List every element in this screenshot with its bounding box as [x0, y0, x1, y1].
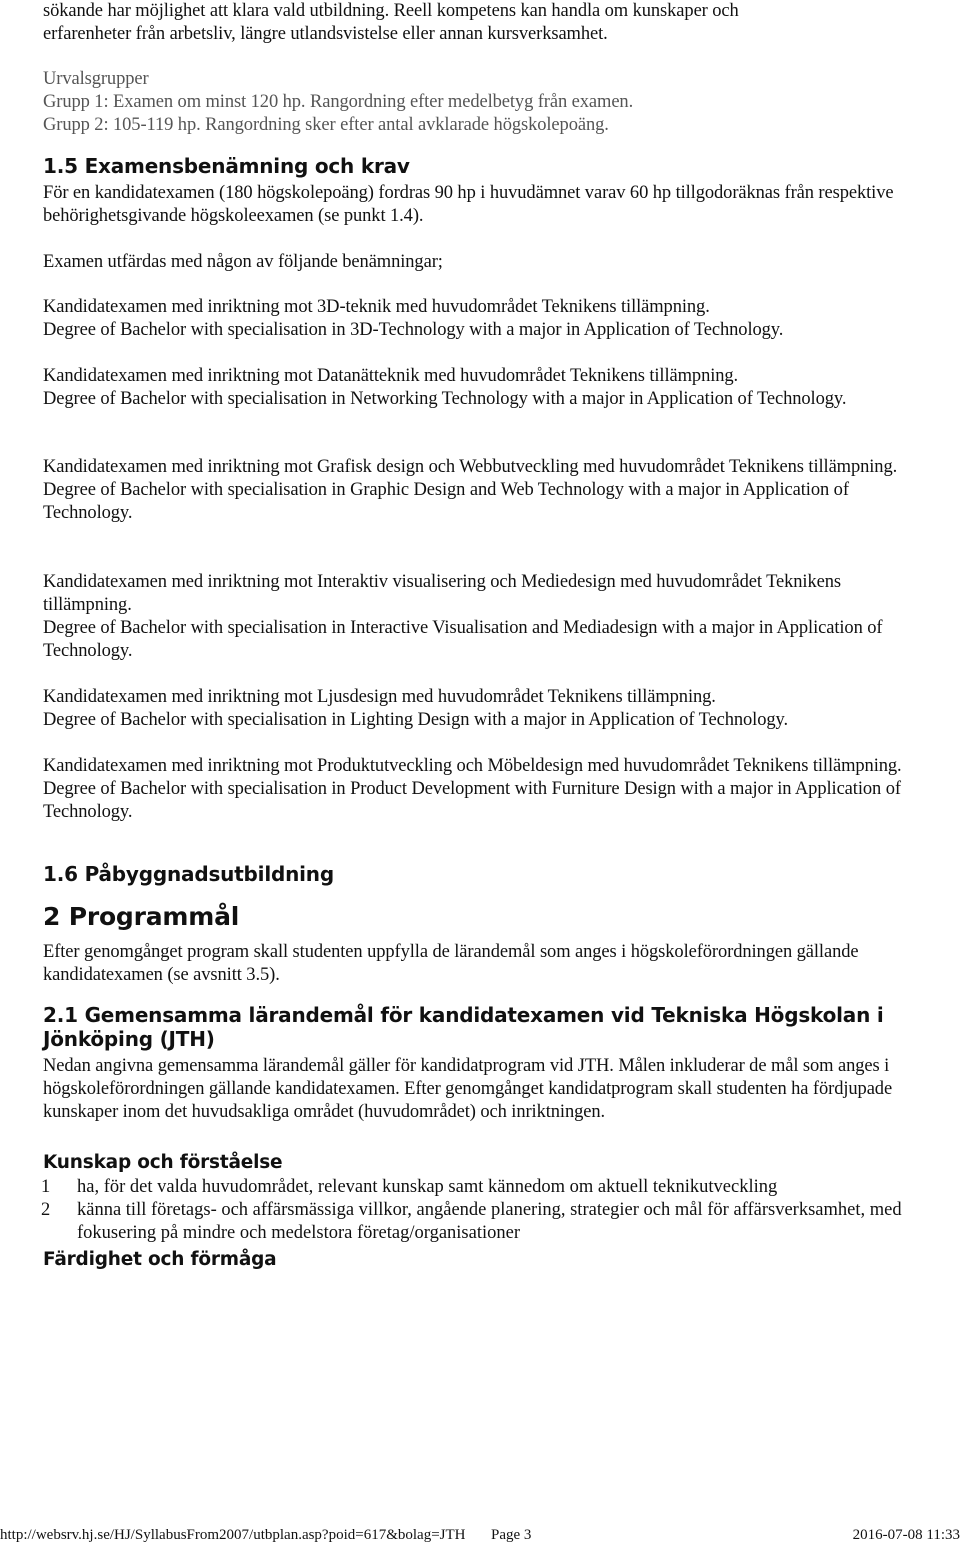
- knowledge-heading: Kunskap och förståelse: [43, 1152, 283, 1173]
- degree-sv: Kandidatexamen med inriktning mot Interaktiv visualisering och Mediedesign med huvudområdet Teknikens tillämpning.: [43, 572, 841, 615]
- grupp-2: Grupp 2: 105-119 hp. Rangordning sker efter antal avklarade högskolepoäng.: [43, 115, 609, 135]
- section-2-1-body: Nedan angivna gemensamma lärandemål gäller för kandidatprogram vid JTH. Målen inkluderar de mål som anges i högskoleförordningen gällande kandidatexamen. Efter genomgånget kandidatprogram skall studenten ha fördjupade kunskaper inom det huvudsakliga området (huvudområdet) och inriktningen.: [43, 1056, 893, 1122]
- degree-en: Degree of Bachelor with specialisation in Networking Technology with a major in Application of Technology.: [43, 389, 847, 409]
- degree-sv: Kandidatexamen med inriktning mot Grafisk design och Webbutveckling med huvudområdet Teknikens tillämpning.: [43, 457, 898, 477]
- degree-block-graphic: [43, 456, 903, 525]
- item-number: 2: [41, 1200, 51, 1220]
- degree-block-lighting: [43, 686, 948, 732]
- item-text: ha, för det valda huvudområdet, relevant kunskap samt kännedom om aktuell teknikutveckling: [77, 1177, 778, 1197]
- section-2-1-heading: 2.1 Gemensamma lärandemål för kandidatexamen vid Tekniska Högskolan i Jönköping (JTH): [43, 1003, 884, 1051]
- section-2-body: Efter genomgånget program skall studenten uppfylla de lärandemål som anges i högskoleförordningen gällande kandidatexamen (se avsnitt 3.5).: [43, 942, 859, 985]
- item-number: 1: [41, 1177, 51, 1197]
- list-item: [43, 1176, 923, 1199]
- degree-lead: Examen utfärdas med någon av följande benämningar;: [43, 252, 443, 272]
- degree-block-3d: [43, 296, 948, 342]
- degree-en: Degree of Bachelor with specialisation in 3D-Technology with a major in Application of Technology.: [43, 320, 784, 340]
- degree-sv: Kandidatexamen med inriktning mot 3D-teknik med huvudområdet Teknikens tillämpning.: [43, 297, 710, 317]
- urval-title: Urvalsgrupper: [43, 69, 149, 89]
- degree-en: Degree of Bachelor with specialisation in Product Development with Furniture Design with a major in Application of Technology.: [43, 779, 901, 822]
- degree-block-networking: [43, 365, 913, 411]
- skills-heading: Färdighet och förmåga: [43, 1249, 277, 1270]
- list-item: [43, 1199, 923, 1245]
- footer-timestamp: 2016-07-08 11:33: [852, 1527, 960, 1543]
- knowledge-list: [43, 1176, 923, 1245]
- footer-page-number: Page 3: [491, 1527, 532, 1543]
- degree-sv: Kandidatexamen med inriktning mot Ljusdesign med huvudområdet Teknikens tillämpning.: [43, 687, 716, 707]
- intro-line-2: erfarenheter från arbetsliv, längre utlandsvistelse eller annan kursverksamhet.: [43, 24, 608, 44]
- degree-block-interactive: [43, 571, 933, 663]
- degree-block-product: [43, 755, 923, 824]
- footer-url[interactable]: http://websrv.hj.se/HJ/SyllabusFrom2007/utbplan.asp?poid=617&bolag=JTH: [0, 1527, 466, 1543]
- intro-line-1: sökande har möjlighet att klara vald utbildning. Reell kompetens kan handla om kunskaper och: [43, 1, 739, 21]
- grupp-1: Grupp 1: Examen om minst 120 hp. Rangordning efter medelbetyg från examen.: [43, 92, 634, 112]
- section-1-6-heading: 1.6 Påbyggnadsutbildning: [43, 862, 334, 886]
- degree-en: Degree of Bachelor with specialisation in Interactive Visualisation and Mediadesign with a major in Application of Technology.: [43, 618, 883, 661]
- degree-en: Degree of Bachelor with specialisation in Graphic Design and Web Technology with a major in Application of Technology.: [43, 480, 849, 523]
- item-text: känna till företags- och affärsmässiga villkor, angående planering, strategier och mål för affärsverksamhet, med fokusering på mindre och medelstora företag/organisationer: [77, 1200, 902, 1243]
- section-1-5-heading: 1.5 Examensbenämning och krav: [43, 154, 410, 178]
- degree-sv: Kandidatexamen med inriktning mot Datanätteknik med huvudområdet Teknikens tillämpning.: [43, 366, 739, 386]
- section-2-heading: 2 Programmål: [43, 902, 240, 931]
- page-footer: [0, 1525, 960, 1545]
- degree-sv: Kandidatexamen med inriktning mot Produktutveckling och Möbeldesign med huvudområdet Teknikens tillämpning.: [43, 756, 902, 776]
- section-1-5-body: För en kandidatexamen (180 högskolepoäng) fordras 90 hp i huvudämnet varav 60 hp tillgodoräknas från respektive behörighetsgivande högskoleexamen (se punkt 1.4).: [43, 183, 894, 226]
- degree-en: Degree of Bachelor with specialisation in Lighting Design with a major in Application of Technology.: [43, 710, 788, 730]
